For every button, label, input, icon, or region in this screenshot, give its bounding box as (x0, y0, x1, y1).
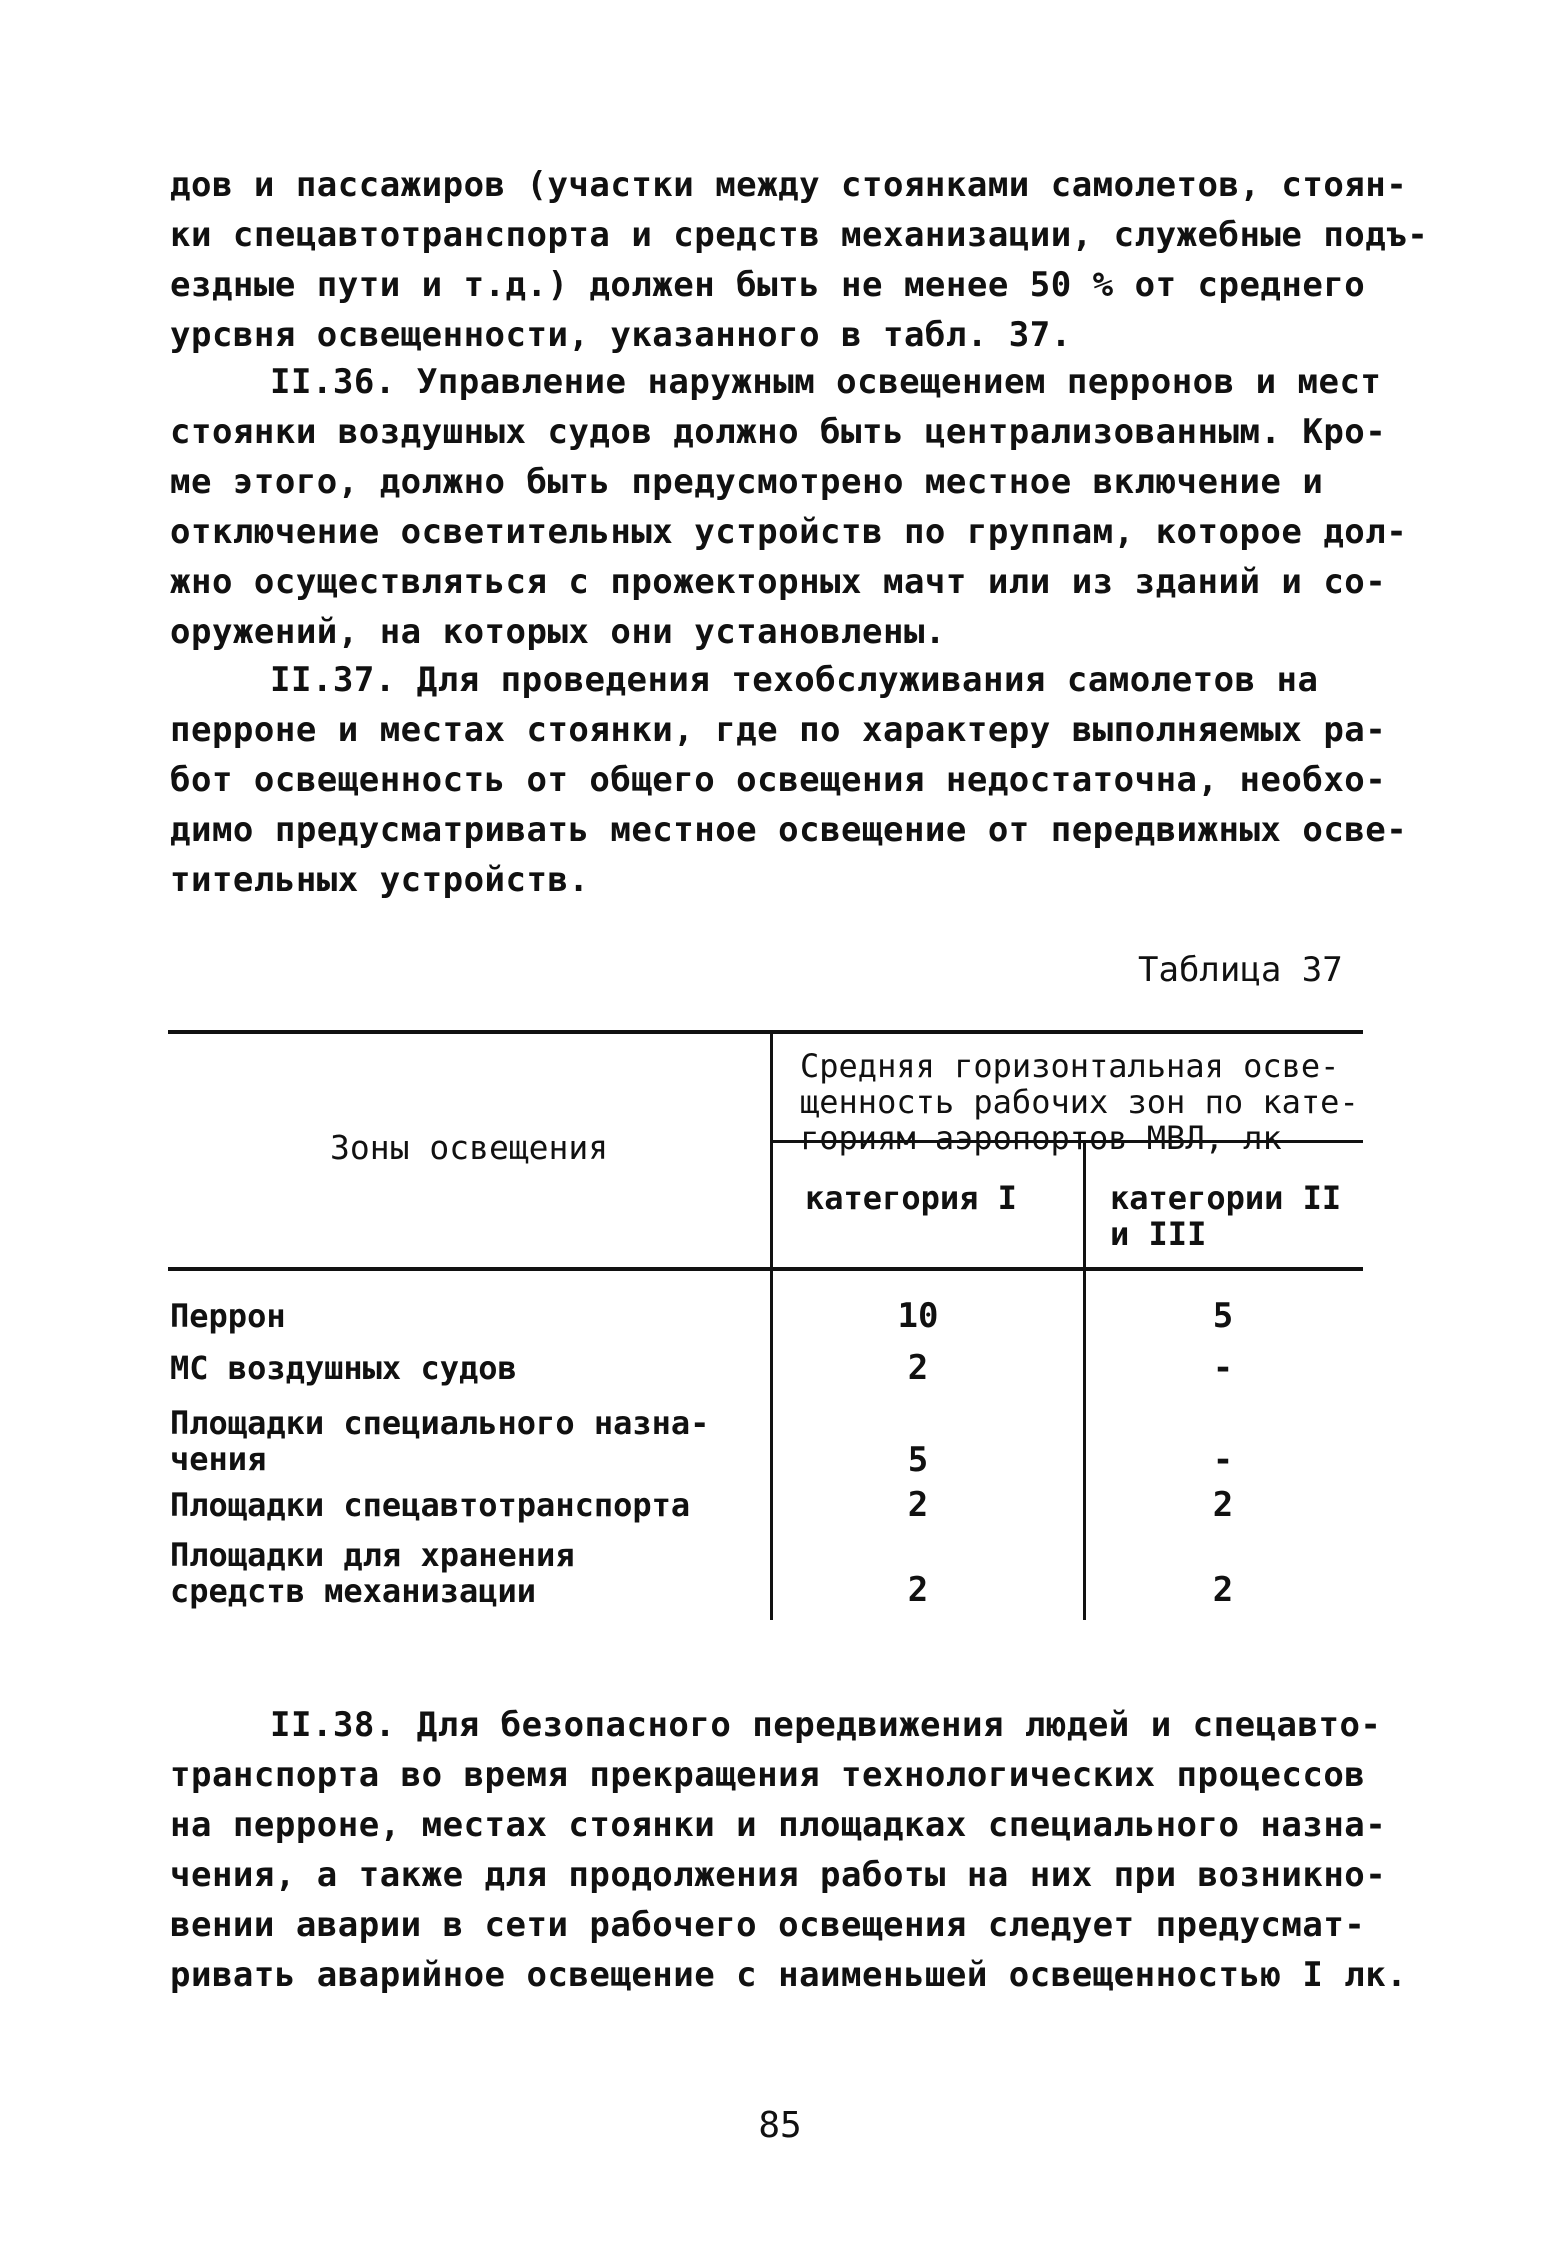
paragraph-11-36 (170, 357, 1408, 657)
zone-label: Площадки для хранения (170, 1536, 575, 1574)
header-line: щенность рабочих зон по кате- (800, 1083, 1359, 1121)
table-row-zone (170, 1537, 575, 1609)
text-line: жно осуществляться с прожекторных мачт или из зданий и со- (170, 562, 1387, 602)
text-line: II.36. Управление наружным освещением перронов и мест (270, 362, 1382, 402)
text-line: перроне и местах стоянки, где по характеру выполняемых ра- (170, 710, 1387, 750)
table-cell-cat1: 2 (907, 1570, 929, 1610)
table-column-divider-2 (1083, 1140, 1086, 1620)
text-line: ривать аварийное освещение с наименьшей освещенностью I лк. (170, 1955, 1408, 1995)
table-header-group (800, 1048, 1359, 1156)
text-line: оружений, на которых они установлены. (170, 612, 946, 652)
zone-label: средств механизации (170, 1572, 537, 1610)
table-cell-cat1: 2 (907, 1348, 929, 1388)
table-cell-cat23: - (1212, 1348, 1234, 1388)
text-line: вении аварии в сети рабочего освещения следует предусмат- (170, 1905, 1366, 1945)
zone-label: МС воздушных судов (170, 1349, 517, 1387)
text-line: чения, а также для продолжения работы на них при возникно- (170, 1855, 1387, 1895)
page-number: 85 (758, 2105, 802, 2146)
text-line: ездные пути и т.д.) должен быть не менее 50 % от среднего (170, 265, 1366, 305)
table-header-bottom-rule (168, 1267, 1363, 1271)
table-top-rule (168, 1030, 1363, 1034)
header-line: и III (1110, 1215, 1207, 1253)
text-line: II.37. Для проведения техобслуживания самолетов на (270, 660, 1319, 700)
table-row-zone (170, 1487, 690, 1523)
table-header-category-2-3 (1110, 1180, 1341, 1252)
paragraph-11-37 (170, 655, 1408, 905)
text-line: урсвня освещенности, указанного в табл. 37. (170, 315, 1072, 355)
text-line: на перроне, местах стоянки и площадках специального назна- (170, 1805, 1387, 1845)
text-line: бот освещенность от общего освещения недостаточна, необхо- (170, 760, 1387, 800)
table-cell-cat23: 2 (1212, 1485, 1234, 1525)
table-column-divider-1 (770, 1030, 773, 1620)
text-line: транспорта во время прекращения технологических процессов (170, 1755, 1366, 1795)
table-cell-cat1: 5 (907, 1440, 929, 1480)
table-cell-cat23: - (1212, 1440, 1234, 1480)
paragraph-11-38 (170, 1700, 1408, 2000)
text-line: отключение осветительных устройств по группам, которое дол- (170, 512, 1408, 552)
table-caption: Таблица 37 (1138, 950, 1343, 990)
text-line: димо предусматривать местное освещение от передвижных осве- (170, 810, 1408, 850)
text-line: стоянки воздушных судов должно быть централизованным. Кро- (170, 412, 1387, 452)
table-cell-cat23: 2 (1212, 1570, 1234, 1610)
header-line: Средняя горизонтальная осве- (800, 1047, 1340, 1085)
table-row-zone (170, 1298, 286, 1334)
table-cell-cat1: 2 (907, 1485, 929, 1525)
header-line: категории II (1110, 1179, 1342, 1217)
header-line: гориям аэропортов МВЛ, лк (800, 1119, 1282, 1157)
zone-label: Площадки спецавтотранспорта (170, 1486, 691, 1524)
text-line: II.38. Для безопасного передвижения людей и спецавто- (270, 1705, 1382, 1745)
zone-label: Перрон (170, 1297, 286, 1335)
table-cell-cat1: 10 (897, 1296, 939, 1336)
text-line: тительных устройств. (170, 860, 590, 900)
text-line: ки спецавтотранспорта и средств механизации, служебные подъ- (170, 215, 1429, 255)
table-header-zones: Зоны освещения (330, 1128, 609, 1167)
zone-label: Площадки специального назна- (170, 1404, 710, 1442)
table-header-category-1: категория I (805, 1179, 1017, 1217)
text-line: ме этого, должно быть предусмотрено местное включение и (170, 462, 1324, 502)
table-row-zone (170, 1350, 517, 1386)
table-row-zone (170, 1405, 709, 1477)
zone-label: чения (170, 1440, 267, 1478)
paragraph-continuation (170, 160, 1429, 360)
table-cell-cat23: 5 (1212, 1296, 1234, 1336)
text-line: дов и пассажиров (участки между стоянками самолетов, стоян- (170, 165, 1408, 205)
